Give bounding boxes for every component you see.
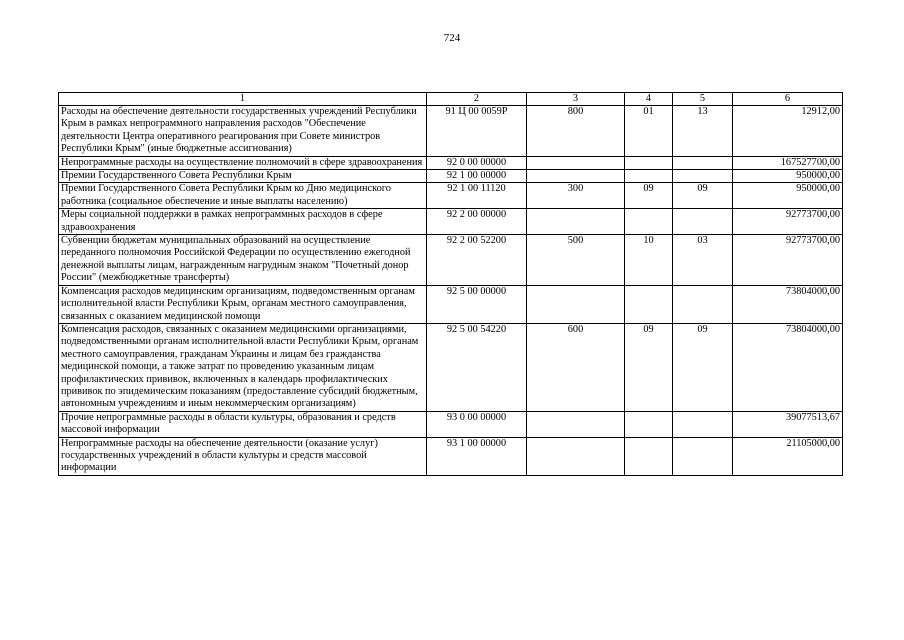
expense-type-cell: 300 bbox=[527, 183, 625, 209]
target-article-cell: 92 2 00 00000 bbox=[427, 209, 527, 235]
table-row bbox=[59, 411, 843, 437]
target-article-cell: 92 0 00 00000 bbox=[427, 156, 527, 169]
row-name-cell: Компенсация расходов медицинским организациям, подведомственным органам исполнительной власти Республики Крым, органам местного самоуправления, связанных с оказанием медицинской помощи bbox=[59, 285, 427, 323]
table-row bbox=[59, 285, 843, 323]
row-name-cell: Премии Государственного Совета Республики Крым ко Дню медицинского работника (социальное обеспечение и иные выплаты населению) bbox=[59, 183, 427, 209]
subsection-cell: 09 bbox=[673, 323, 733, 411]
section-cell: 01 bbox=[625, 106, 673, 157]
target-article-cell: 93 1 00 00000 bbox=[427, 437, 527, 475]
section-cell bbox=[625, 156, 673, 169]
subsection-cell bbox=[673, 170, 733, 183]
expense-type-cell bbox=[527, 170, 625, 183]
row-name-cell: Непрограммные расходы на осуществление полномочий в сфере здравоохранения bbox=[59, 156, 427, 169]
column-header: 4 bbox=[625, 93, 673, 106]
section-cell bbox=[625, 170, 673, 183]
target-article-cell: 92 1 00 11120 bbox=[427, 183, 527, 209]
column-header: 5 bbox=[673, 93, 733, 106]
target-article-cell: 92 1 00 00000 bbox=[427, 170, 527, 183]
section-cell: 09 bbox=[625, 183, 673, 209]
expense-type-cell: 600 bbox=[527, 323, 625, 411]
expense-type-cell bbox=[527, 285, 625, 323]
subsection-cell bbox=[673, 285, 733, 323]
expense-type-cell bbox=[527, 209, 625, 235]
subsection-cell: 13 bbox=[673, 106, 733, 157]
subsection-cell: 09 bbox=[673, 183, 733, 209]
row-name-cell: Премии Государственного Совета Республики Крым bbox=[59, 170, 427, 183]
table-row bbox=[59, 437, 843, 475]
table-header-row bbox=[59, 93, 843, 106]
row-name-cell: Прочие непрограммные расходы в области культуры, образования и средств массовой информации bbox=[59, 411, 427, 437]
amount-cell: 950000,00 bbox=[733, 183, 843, 209]
expense-type-cell bbox=[527, 437, 625, 475]
subsection-cell: 03 bbox=[673, 235, 733, 286]
subsection-cell bbox=[673, 437, 733, 475]
expense-type-cell: 500 bbox=[527, 235, 625, 286]
target-article-cell: 92 2 00 52200 bbox=[427, 235, 527, 286]
subsection-cell bbox=[673, 411, 733, 437]
target-article-cell: 93 0 00 00000 bbox=[427, 411, 527, 437]
table-row bbox=[59, 209, 843, 235]
amount-cell: 92773700,00 bbox=[733, 235, 843, 286]
expense-type-cell bbox=[527, 156, 625, 169]
amount-cell: 73804000,00 bbox=[733, 285, 843, 323]
target-article-cell: 92 5 00 54220 bbox=[427, 323, 527, 411]
amount-cell: 21105000,00 bbox=[733, 437, 843, 475]
section-cell: 10 bbox=[625, 235, 673, 286]
column-header: 6 bbox=[733, 93, 843, 106]
subsection-cell bbox=[673, 156, 733, 169]
column-header: 2 bbox=[427, 93, 527, 106]
expense-type-cell bbox=[527, 411, 625, 437]
budget-table bbox=[58, 92, 843, 476]
target-article-cell: 91 Ц 00 0059Р bbox=[427, 106, 527, 157]
table-row bbox=[59, 170, 843, 183]
section-cell bbox=[625, 285, 673, 323]
amount-cell: 950000,00 bbox=[733, 170, 843, 183]
row-name-cell: Расходы на обеспечение деятельности государственных учреждений Республики Крым в рамках непрограммного направления расходов "Обеспечение деятельности Центра оперативного реагирования при Совете министров Республики Крым" (иные бюджетные ассигнования) bbox=[59, 106, 427, 157]
row-name-cell: Субвенции бюджетам муниципальных образований на осуществление переданного полномочия Российской Федерации по осуществлению ежегодной денежной выплаты лицам, награжденным нагрудным знаком "Почетный донор России" (межбюджетные трансферты) bbox=[59, 235, 427, 286]
table-row bbox=[59, 106, 843, 157]
amount-cell: 167527700,00 bbox=[733, 156, 843, 169]
subsection-cell bbox=[673, 209, 733, 235]
section-cell bbox=[625, 437, 673, 475]
section-cell: 09 bbox=[625, 323, 673, 411]
target-article-cell: 92 5 00 00000 bbox=[427, 285, 527, 323]
table-row bbox=[59, 235, 843, 286]
table-row bbox=[59, 183, 843, 209]
column-header: 1 bbox=[59, 93, 427, 106]
row-name-cell: Меры социальной поддержки в рамках непрограммных расходов в сфере здравоохранения bbox=[59, 209, 427, 235]
amount-cell: 92773700,00 bbox=[733, 209, 843, 235]
section-cell bbox=[625, 209, 673, 235]
page-number: 724 bbox=[443, 32, 461, 44]
table-row bbox=[59, 156, 843, 169]
column-header: 3 bbox=[527, 93, 625, 106]
amount-cell: 73804000,00 bbox=[733, 323, 843, 411]
amount-cell: 12912,00 bbox=[733, 106, 843, 157]
amount-cell: 39077513,67 bbox=[733, 411, 843, 437]
table-row bbox=[59, 323, 843, 411]
expense-type-cell: 800 bbox=[527, 106, 625, 157]
row-name-cell: Непрограммные расходы на обеспечение деятельности (оказание услуг) государственных учреждений в области культуры и средств массовой информации bbox=[59, 437, 427, 475]
section-cell bbox=[625, 411, 673, 437]
row-name-cell: Компенсация расходов, связанных с оказанием медицинскими организациями, подведомственными органам исполнительной власти Республики Крым, органам местного самоуправления, гражданам Украины и лицам без гражданства медицинской помощи, а также затрат по проведению указанным лицам профилактических прививок, включенных в календарь профилактических прививок по эпидемическим показаниям (предоставление субсидий бюджетным, автономным учреждениям и иным некоммерческим организациям) bbox=[59, 323, 427, 411]
